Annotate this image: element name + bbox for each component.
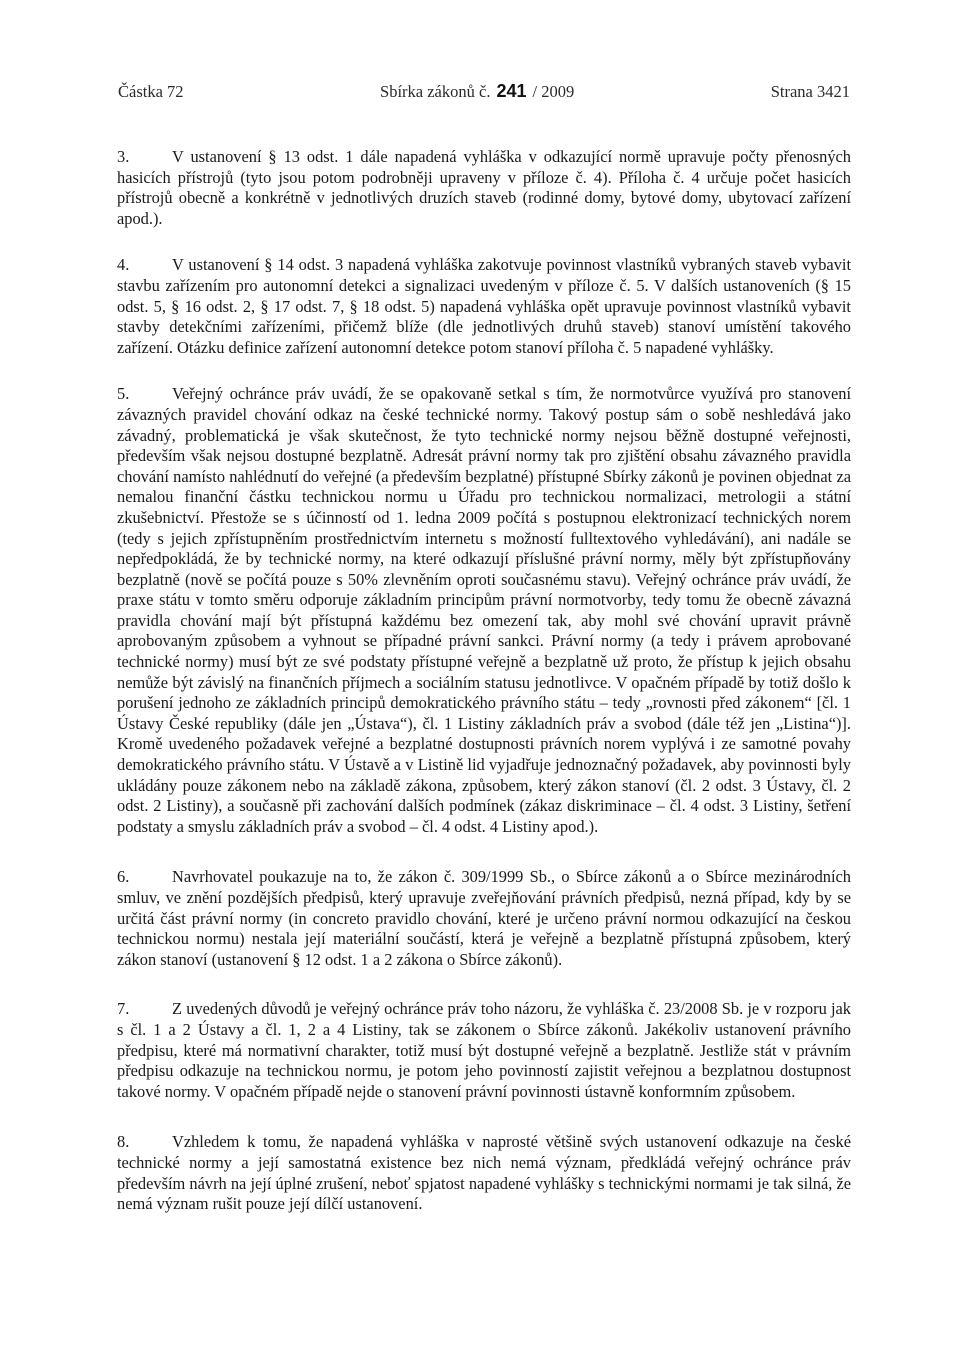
page-header [118,81,850,107]
paragraph-number: 4. [117,255,130,275]
paragraph-8 [117,1132,851,1214]
paragraph-text: V ustanovení § 14 odst. 3 napadená vyhláška zakotvuje povinnost vlastníků vybraných staveb vybavit stavbu zařízením pro autonomní detekci a signalizaci uvedeným v příloze č. 5. V dalších ustanoveních (§ 15 odst. 5, § 16 odst. 2, § 17 odst. 7, § 18 odst. 5) napadená vyhláška opět upravuje povinnost vlastníků vybavit stavby detekčními zařízeními, přičemž blíže (dle jednotlivých druhů staveb) stanoví umístění takového zařízení. Otázku definice zařízení autonomní detekce potom stanoví příloha č. 5 napadené vyhlášky. [117,255,851,357]
header-collection-label [380,81,574,102]
paragraph-4 [117,255,851,358]
header-law-number: 241 [496,81,527,101]
header-year: / 2009 [532,82,575,101]
paragraph-5 [117,384,851,837]
header-collection-prefix: Sbírka zákonů č. [380,82,491,101]
paragraph-number: 6. [117,867,130,887]
paragraph-3 [117,147,851,229]
paragraph-number: 8. [117,1132,130,1152]
paragraph-7 [117,999,851,1102]
paragraph-text: V ustanovení § 13 odst. 1 dále napadená vyhláška v odkazující normě upravuje počty přenosných hasicích přístrojů (tyto jsou potom podrobněji upraveny v příloze č. 4). Příloha č. 4 určuje počet hasicích přístrojů obecně a konkrétně v jednotlivých druzích staveb (rodinné domy, bytové domy, ubytovací zařízení apod.). [117,147,851,228]
paragraph-number: 3. [117,147,130,166]
paragraph-text: Vzhledem k tomu, že napadená vyhláška v naprosté většině svých ustanovení odkazuje na české technické normy a její samostatná existence bez nich nemá význam, předkládá veřejný ochránce práv především návrh na její úplné zrušení, neboť spjatost napadené vyhlášky s technickými normami je tak silná, že nemá význam rušit pouze její dílčí ustanovení. [117,1132,851,1214]
paragraph-text: Z uvedených důvodů je veřejný ochránce práv toho názoru, že vyhláška č. 23/2008 Sb. je v rozporu jak s čl. 1 a 2 Ústavy a čl. 1, 2 a 4 Listiny, tak se zákonem o Sbírce zákonů. Jakékoliv ustanovení právního předpisu, které má normativní charakter, totiž musí být dostupné veřejně a bezplatně. Jestliže stát v právním předpisu odkazuje na technickou normu, je potom jeho povinností zajistit veřejnou a bezplatnou dostupnost takové normy. V opačném případě nejde o stanovení právní povinnosti ústavně konformním způsobem. [117,999,851,1101]
paragraph-6 [117,867,851,970]
document-body [117,147,851,1238]
paragraph-text: Navrhovatel poukazuje na to, že zákon č. 309/1999 Sb., o Sbírce zákonů a o Sbírce mezinárodních smluv, ve znění pozdějších předpisů, který upravuje zveřejňování právních předpisů, nezná případ, kdy by se určitá část právní normy (in concreto pravidlo chování, které je určeno právní normou odkazující na českou technickou normu) nestala její materiální součástí, která je veřejně a bezplatně přístupná způsobem, který zákon stanoví (ustanovení § 12 odst. 1 a 2 zákona o Sbírce zákonů). [117,867,851,969]
header-part-label: Částka 72 [118,82,184,101]
paragraph-number: 5. [117,384,130,404]
paragraph-text: Veřejný ochránce práv uvádí, že se opakovaně setkal s tím, že normotvůrce využívá pro stanovení závazných pravidel chování odkaz na české technické normy. Takový postup sám o sobě neshledává jako závadný, problematická je však skutečnost, že tyto technické normy nejsou běžně dostupné veřejnosti, především však nejsou dostupné bezplatně. Adresát právní normy tak pro zjištění obsahu závazného pravidla chování namísto nahlédnutí do veřejné (a především bezplatné) přístupné Sbírky zákonů je povinen objednat za nemalou finanční částku technickou normu u Úřadu pro technickou normalizaci, metrologii a státní zkušebnictví. Přestože se s účinností od 1. ledna 2009 počítá s postupnou elektronizací technických norem (tedy s jejich zpřístupněním prostřednictvím internetu s možností fulltextového vyhledávání), ani nadále se nepředpokládá, že by technické normy, na které odkazují příslušné právní normy, měly být zpřístupňovány bezplatně (nově se počítá pouze s 50% zlevněním oproti současnému stavu). Veřejný ochránce práv uvádí, že praxe státu v tomto směru odporuje základním principům právní normotvorby, tedy tomu že obecně závazná pravidla chování mají být přístupná každému bez omezení tak, aby mohl své chování upravit právně aprobovaným způsobem a vyhnout se případné právní sankci. Právní normy (a tedy i právem aprobované technické normy) musí být ze své podstaty přístupné veřejně a bezplatně už proto, že přístup k jejich obsahu nemůže být závislý na finančních příjmech a sociálním statusu jednotlivce. V opačném případě by totiž došlo k porušení jednoho ze základních principů demokratického právního státu – tedy „rovnosti před zákonem“ [čl. 1 Ústavy České republiky (dále jen „Ústava“), čl. 1 Listiny základních práv a svobod (dále též jen „Listina“)]. Kromě uvedeného požadavek veřejné a bezplatné dostupnosti právních norem vyplývá i ze samotné povahy demokratického právního státu. V Ústavě a v Listině lid vyjadřuje jednoznačný požadavek, aby povinnosti byly ukládány pouze zákonem nebo na základě zákona, způsobem, který zákon stanoví (čl. 2 odst. 3 Ústavy, čl. 2 odst. 2 Listiny), a současně při zachování dalších podmínek (zákaz diskriminace – čl. 4 odst. 3 Listiny, šetření podstaty a smyslu základních práv a svobod – čl. 4 odst. 4 Listiny apod.). [117,384,851,836]
header-page-number: Strana 3421 [770,82,850,101]
paragraph-number: 7. [117,999,130,1019]
